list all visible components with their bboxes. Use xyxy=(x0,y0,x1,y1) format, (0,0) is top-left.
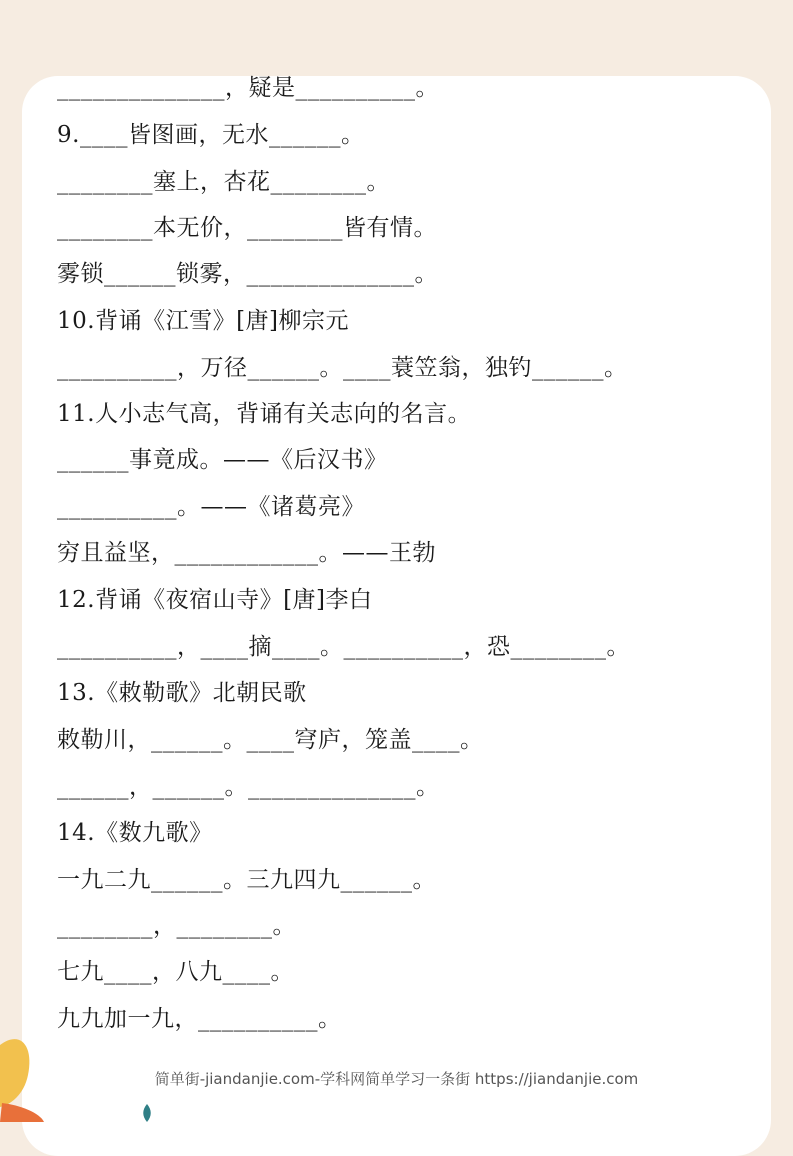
line-10: __________。——《诸葛亮》 xyxy=(57,494,365,520)
line-7: __________，万径______。____蓑笠翁，独钓______。 xyxy=(57,355,628,381)
line-19: ________，________。 xyxy=(57,913,296,939)
line-9: ______事竟成。——《后汉书》 xyxy=(57,447,388,473)
footer-watermark: 简单街-jiandanjie.com-学科网简单学习一条街 https://jiandanjie.com xyxy=(154,1070,639,1088)
line-15: 敕勒川，______。____穹庐，笼盖____。 xyxy=(57,727,484,753)
line-5: 雾锁______锁雾，______________。 xyxy=(57,261,438,287)
line-1: ______________，疑是__________。 xyxy=(57,75,439,101)
line-3: ________塞上，杏花________。 xyxy=(57,169,390,195)
line-18: 一九二九______。三九四九______。 xyxy=(57,867,436,893)
line-13: __________，____摘____。__________，恐________。 xyxy=(57,634,630,660)
plant-decoration-icon xyxy=(138,1104,156,1122)
line-8: 11.人小志气高，背诵有关志向的名言。 xyxy=(57,401,472,427)
line-21: 九九加一九，__________。 xyxy=(57,1006,342,1032)
line-6: 10.背诵《江雪》[唐]柳宗元 xyxy=(57,308,350,334)
line-11: 穷且益坚，____________。——王勃 xyxy=(57,540,436,566)
line-14: 13.《敕勒歌》北朝民歌 xyxy=(57,680,307,706)
leaf-decoration-icon xyxy=(0,1025,60,1122)
line-12: 12.背诵《夜宿山寺》[唐]李白 xyxy=(57,587,373,613)
line-16: ______，______。______________。 xyxy=(57,774,440,800)
line-17: 14.《数九歌》 xyxy=(57,820,213,846)
line-2: 9.____皆图画，无水______。 xyxy=(57,122,365,148)
line-20: 七九____，八九____。 xyxy=(57,959,294,985)
line-4: ________本无价，________皆有情。 xyxy=(57,215,437,241)
